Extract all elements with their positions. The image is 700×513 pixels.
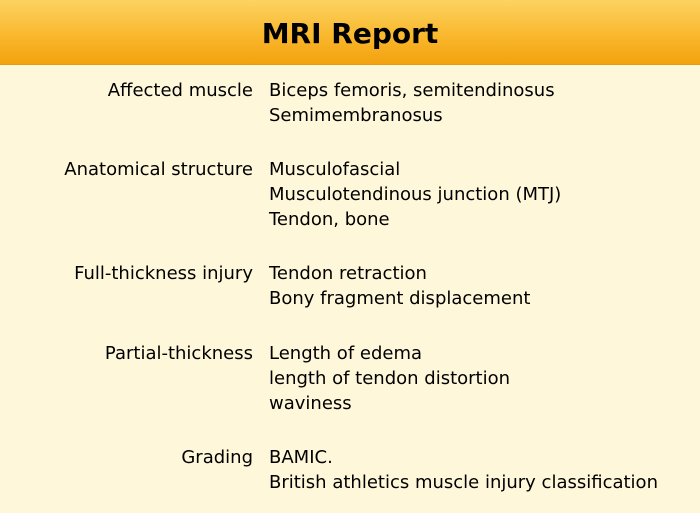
row-label: Affected muscle [107, 80, 253, 101]
title-bar [0, 0, 700, 65]
row-value: Biceps femoris, semitendinosus [269, 80, 555, 101]
page-title: MRI Report [261, 16, 439, 50]
row-value: Musculofascial [269, 159, 401, 180]
row-label: Grading [181, 447, 253, 468]
row-values [269, 78, 555, 128]
row-label: Anatomical structure [64, 159, 253, 180]
row-label: Partial-thickness [104, 343, 253, 364]
report-row-full-thickness-injury [0, 261, 700, 311]
row-value: length of tendon distortion [269, 368, 511, 389]
row-value: waviness [269, 393, 352, 414]
report-row-grading [0, 445, 700, 495]
report-row-anatomical-structure [0, 157, 700, 232]
report-row-partial-thickness [0, 341, 700, 416]
row-value: British athletics muscle injury classification [269, 472, 658, 493]
report-table [0, 78, 700, 495]
row-values [269, 261, 530, 311]
report-row-affected-muscle [0, 78, 700, 128]
row-value: Tendon retraction [269, 263, 427, 284]
row-value: Bony fragment displacement [269, 288, 531, 309]
row-label: Full-thickness injury [74, 263, 253, 284]
row-values [269, 157, 561, 232]
row-value: Semimembranosus [269, 105, 443, 126]
row-value: Musculotendinous junction (MTJ) [269, 184, 562, 205]
row-values [269, 445, 658, 495]
row-values [269, 341, 510, 416]
row-value: Tendon, bone [269, 209, 390, 230]
row-value: Length of edema [269, 343, 423, 364]
row-value: BAMIC. [269, 447, 333, 468]
